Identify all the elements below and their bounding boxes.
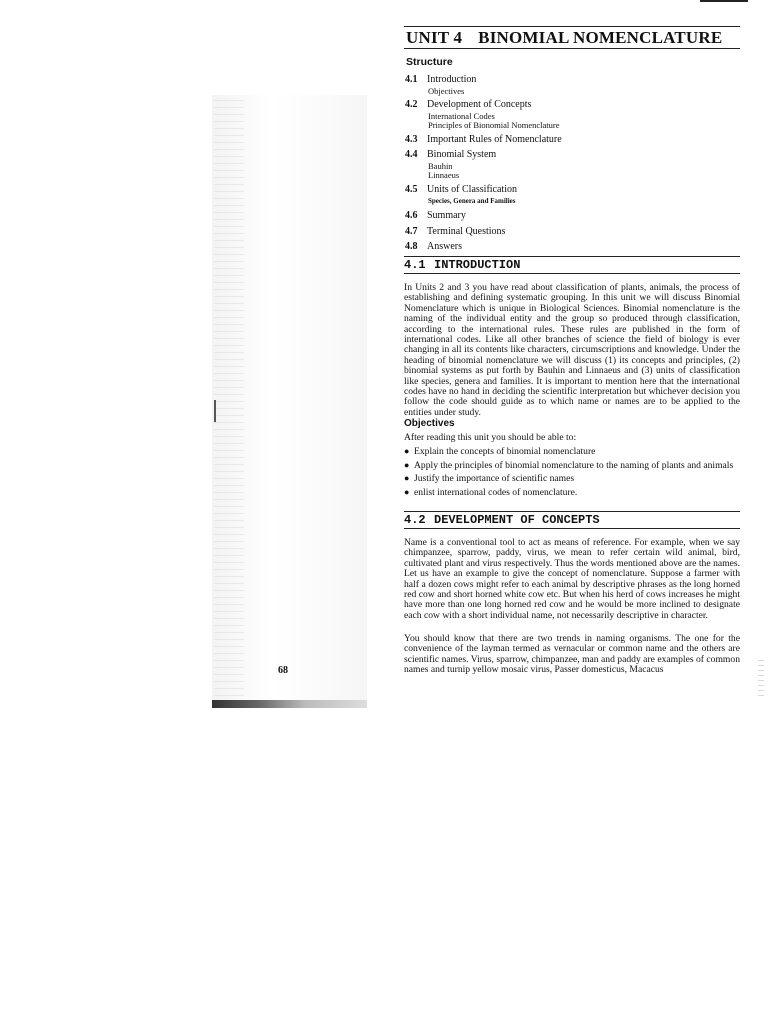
section-rule-bottom	[404, 528, 740, 529]
bullet-icon: ●	[404, 459, 410, 470]
objectives-heading: Objectives	[404, 418, 455, 429]
objectives-list	[404, 445, 744, 499]
toc-entry	[405, 134, 735, 147]
concepts-paragraph-2: You should know that there are two trends in naming organisms. The one for the convenience of the layman termed as vernacular or common name and the others are scientific names. Virus, sparrow, chimpanzee, man and paddy are examples of common names and turnip yellow mosaic virus, Passer domesticus, Macacus	[404, 633, 740, 676]
toc-entry	[405, 74, 735, 87]
top-edge-mark	[700, 0, 748, 2]
section-heading-introduction	[404, 256, 740, 274]
objective-text: Justify the importance of scientific names	[414, 473, 575, 484]
toc-number: 4.7	[405, 225, 418, 237]
introduction-paragraph: In Units 2 and 3 you have read about classification of plants, animals, the process of establishing and defining systematic grouping. In this unit we will discuss Binomial Nomenclature which is unique in Biological Sciences. Binomial nomenclature is the naming of the individual entity and the group so produced through classification, according to the international rules. These rules are published in the form of international codes. Like all other branches of science the field of biology is ever changing in all its contents like characters, circumscriptions and knowledge. Under the heading of binomial nomenclature we will discuss (1) its concepts and principles, (2) binomial systems as put forth by Bauhin and Linnaeus and (3) units of classification like species, genera and families. It is important to mention here that the international codes have no hand in deciding the scientific interpretation but whichever decision you follow the code should guide as to which name or names are to be applied to the entities under study.	[404, 282, 740, 418]
objectives-intro: After reading this unit you should be able to:	[404, 432, 577, 443]
section-heading-concepts	[404, 511, 740, 529]
toc-title: Summary	[427, 210, 466, 221]
structure-heading: Structure	[406, 56, 453, 68]
toc-subentry: Objectives	[428, 85, 465, 96]
margin-tick-mark	[214, 400, 216, 422]
objective-text: Explain the concepts of binomial nomenclature	[414, 446, 596, 457]
section-title: DEVELOPMENT OF CONCEPTS	[434, 513, 600, 527]
section-rule-bottom	[404, 273, 740, 274]
toc-title: Development of Concepts	[427, 99, 532, 110]
section-number: 4.2	[404, 513, 426, 527]
table-of-contents	[405, 74, 735, 257]
objective-item	[404, 459, 744, 473]
right-edge-specks	[758, 660, 764, 700]
page-bottom-edge	[212, 700, 367, 708]
bullet-icon: ●	[404, 473, 410, 483]
toc-number: 4.6	[405, 210, 418, 221]
section-number: 4.1	[404, 258, 426, 272]
objective-item	[404, 445, 744, 459]
unit-rule-top	[404, 26, 740, 27]
toc-title: Important Rules of Nomenclature	[427, 133, 562, 145]
toc-number: 4.3	[405, 133, 418, 145]
unit-title	[406, 28, 722, 48]
toc-entry	[405, 226, 735, 239]
toc-entry	[405, 149, 735, 162]
toc-title: Units of Classification	[427, 183, 517, 195]
toc-entry	[405, 241, 735, 254]
margin-specks	[214, 100, 244, 700]
toc-entry	[405, 184, 735, 197]
bullet-icon: ●	[404, 446, 410, 456]
objective-text: Apply the principles of binomial nomenclature to the naming of plants and animals	[414, 459, 734, 471]
toc-title: Answers	[427, 241, 462, 252]
toc-number: 4.2	[405, 99, 418, 110]
toc-subentry: Bauhin	[428, 160, 453, 171]
objective-item	[404, 486, 744, 500]
toc-title: Introduction	[427, 74, 477, 85]
objective-item	[404, 472, 744, 486]
toc-subentry: Principles of Bionomial Nomenclature	[428, 120, 560, 130]
toc-number: 4.5	[405, 183, 418, 195]
toc-subentry: Linnaeus	[428, 170, 460, 180]
objective-text: enlist international codes of nomenclature.	[414, 486, 578, 498]
toc-number: 4.8	[405, 241, 418, 252]
toc-number: 4.4	[405, 149, 418, 160]
section-title: INTRODUCTION	[434, 258, 521, 272]
bullet-icon: ●	[404, 486, 410, 497]
concepts-paragraph-1: Name is a conventional tool to act as means of reference. For example, when we say chimpanzee, sparrow, paddy, virus, we mean to refer certain wild animal, bird, cultivated plant and virus respectively. Thus the words mentioned above are the names. Let us have an example to give the concept of nomenclature. Suppose a farmer with half a dozen cows might refer to each animal by descriptive phrases as the long horned red cow and short horned white cow etc. But when his herd of cows increases he might have more than one long horned red cow and he would be more inclined to designate each cow with a short individual name, not necessarily descriptive in character.	[404, 537, 740, 621]
page-number: 68	[278, 665, 288, 676]
unit-name: BINOMIAL NOMENCLATURE	[478, 28, 723, 47]
unit-rule-bottom	[404, 48, 740, 49]
toc-title: Terminal Questions	[427, 225, 506, 237]
unit-number: UNIT 4	[406, 28, 463, 47]
toc-number: 4.1	[405, 74, 418, 85]
toc-subentry: International Codes	[428, 110, 495, 121]
toc-title: Binomial System	[427, 149, 497, 160]
toc-entry	[405, 99, 735, 112]
toc-entry	[405, 210, 735, 223]
toc-subentry: Species, Genera and Families	[428, 197, 516, 205]
